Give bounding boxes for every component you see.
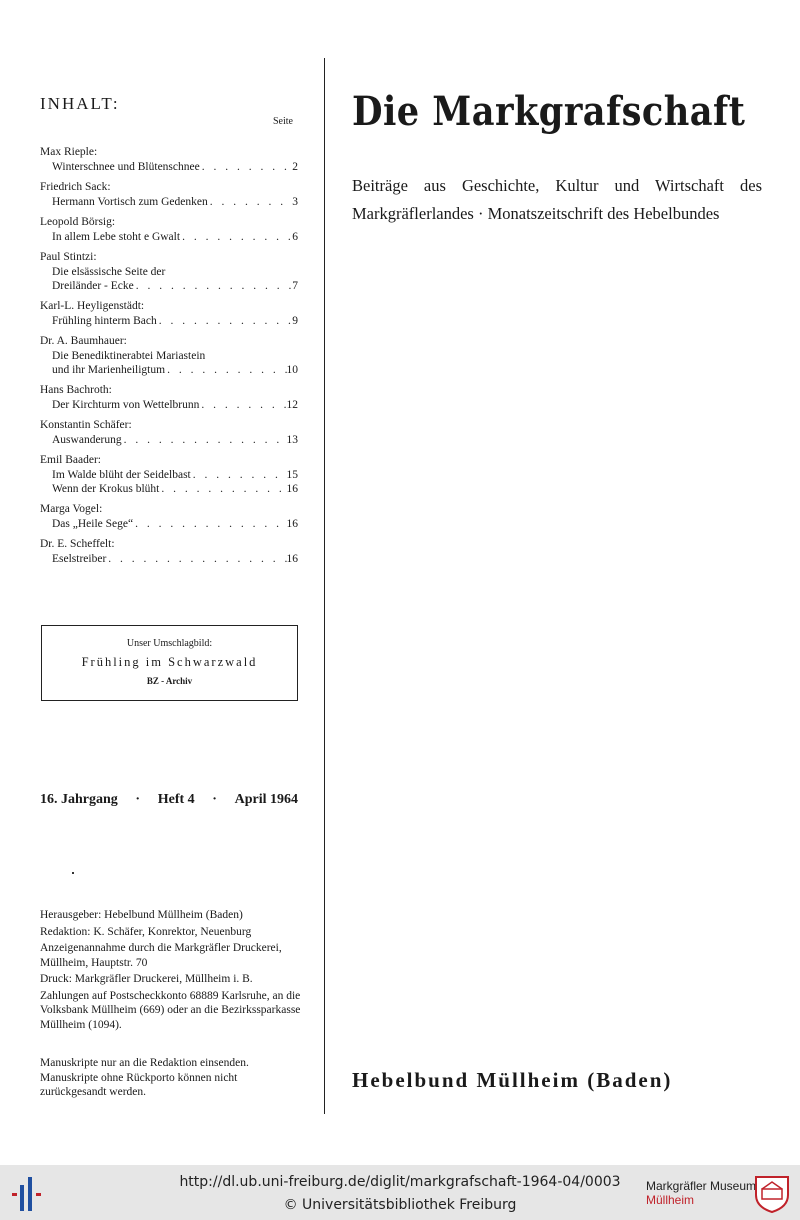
- toc-entry: [40, 334, 298, 377]
- cover-label: Unser Umschlagbild:: [126, 638, 213, 649]
- toc-leader-dots: [134, 279, 293, 293]
- toc-author: Friedrich Sack:: [40, 181, 111, 193]
- toc-leader-dots: [191, 468, 287, 482]
- publisher-name: Hebelbund Müllheim (Baden): [352, 1068, 673, 1092]
- imprint: [40, 908, 302, 1034]
- toc-leader-dots: [157, 314, 292, 328]
- toc-leader-dots: [122, 433, 287, 447]
- imprint-line: Herausgeber: Hebelbund Müllheim (Baden): [40, 909, 243, 921]
- toc-article-title: Wenn der Krokus blüht: [52, 483, 160, 495]
- toc-page-number: 16: [286, 483, 298, 495]
- imprint-line: Redaktion: K. Schäfer, Konrektor, Neuenburg: [40, 925, 252, 938]
- table-of-contents: [40, 145, 298, 572]
- toc-line: [40, 363, 298, 377]
- magazine-title: Die Markgrafschaft: [352, 88, 746, 135]
- toc-article-title: Auswanderung: [52, 434, 122, 446]
- manuscript-line: Manuskripte nur an die Redaktion einsenden.: [40, 1057, 249, 1069]
- toc-author: Leopold Börsig:: [40, 216, 116, 228]
- toc-author: Paul Stintzi:: [40, 251, 97, 263]
- museum-city: Müllheim: [646, 1193, 695, 1207]
- toc-line: [40, 230, 298, 244]
- toc-author: Marga Vogel:: [40, 503, 103, 515]
- cover-image-box: [41, 625, 298, 701]
- toc-article-title: Dreiländer - Ecke: [52, 280, 134, 292]
- toc-article-title: Im Walde blüht der Seidelbast: [52, 469, 191, 481]
- museum-crest-icon[interactable]: [750, 1171, 794, 1215]
- toc-leader-dots: [159, 482, 286, 496]
- toc-line: [40, 195, 298, 209]
- cover-title: Frühling im Schwarzwald: [81, 655, 258, 669]
- toc-line: [40, 468, 298, 482]
- toc-author: Hans Bachroth:: [40, 384, 112, 396]
- museum-label: [646, 1179, 756, 1207]
- toc-page-number: 16: [286, 518, 298, 530]
- toc-line: [40, 482, 298, 496]
- toc-line: [40, 279, 298, 293]
- toc-entry: [40, 502, 298, 531]
- toc-entry: [40, 418, 298, 447]
- toc-entry: [40, 383, 298, 412]
- toc-article-title: Die elsässische Seite der: [52, 266, 166, 278]
- toc-page-number: 7: [292, 280, 298, 292]
- toc-entry: [40, 537, 298, 566]
- toc-line: [40, 314, 298, 328]
- toc-leader-dots: [106, 552, 286, 566]
- toc-leader-dots: [199, 398, 286, 412]
- issue-date: April 1964: [234, 792, 298, 807]
- toc-article-title: Die Benediktinerabtei Mariastein: [52, 350, 206, 362]
- toc-leader-dots: [165, 363, 286, 377]
- toc-line: [40, 349, 298, 363]
- page-column-label: Seite: [273, 116, 293, 127]
- toc-line: [40, 160, 298, 174]
- toc-line: [40, 552, 298, 566]
- toc-author: Dr. E. Scheffelt:: [40, 538, 115, 550]
- column-divider: [324, 58, 325, 1114]
- toc-article-title: Winterschnee und Blütenschnee: [52, 161, 200, 173]
- viewer-footer: [0, 1165, 800, 1220]
- toc-line: [40, 517, 298, 531]
- issue-separator: ·: [135, 792, 141, 807]
- toc-entry: [40, 215, 298, 244]
- toc-article-title: Hermann Vortisch zum Gedenken: [52, 196, 208, 208]
- toc-article-title: Frühling hinterm Bach: [52, 315, 157, 327]
- imprint-line: Zahlungen auf Postscheckkonto 68889 Karlsruhe, an die Volksbank Müllheim (669) oder an die Bezirkssparkasse Müllheim (1094).: [40, 989, 301, 1031]
- toc-author: Dr. A. Baumhauer:: [40, 335, 127, 347]
- toc-page-number: 6: [292, 231, 298, 243]
- toc-entry: [40, 250, 298, 293]
- cover-credit: BZ - Archiv: [146, 676, 193, 686]
- toc-article-title: und ihr Marienheiligtum: [52, 364, 166, 376]
- toc-line: [40, 265, 298, 279]
- print-speck: [72, 872, 74, 874]
- toc-page-number: 10: [286, 364, 298, 376]
- toc-line: [40, 433, 298, 447]
- toc-entry: [40, 299, 298, 328]
- toc-leader-dots: [180, 230, 292, 244]
- issue-separator: ·: [212, 792, 217, 807]
- toc-entry: [40, 145, 298, 174]
- toc-line: [40, 398, 298, 412]
- toc-entry: [40, 453, 298, 496]
- document-url-link[interactable]: http://dl.ub.uni-freiburg.de/diglit/markgrafschaft-1964-04/0003: [179, 1174, 621, 1190]
- toc-page-number: 16: [286, 553, 298, 565]
- toc-page-number: 15: [286, 469, 298, 481]
- magazine-subtitle: Beiträge aus Geschichte, Kultur und Wirtschaft des Markgräflerlandes · Monatszeitschrift des Hebelbundes: [352, 176, 762, 223]
- toc-article-title: Der Kirchturm von Wettelbrunn: [52, 399, 200, 411]
- toc-leader-dots: [208, 195, 293, 209]
- toc-page-number: 3: [292, 196, 298, 208]
- toc-page-number: 12: [286, 399, 298, 411]
- manuscript-line: Manuskripte ohne Rückporto können nicht zurückgesandt werden.: [40, 1071, 238, 1098]
- toc-page-number: 2: [292, 161, 298, 173]
- toc-author: Karl-L. Heyligenstädt:: [40, 300, 145, 312]
- issue-info: [40, 792, 298, 808]
- toc-page-number: 13: [286, 434, 298, 446]
- toc-article-title: Das „Heile Sege“: [52, 518, 134, 530]
- imprint-line: Druck: Markgräfler Druckerei, Müllheim i. B.: [40, 973, 253, 985]
- imprint-line: Anzeigenannahme durch die Markgräfler Druckerei, Müllheim, Hauptstr. 70: [40, 942, 282, 969]
- toc-page-number: 9: [292, 315, 298, 327]
- contents-heading: INHALT:: [40, 94, 120, 113]
- toc-author: Konstantin Schäfer:: [40, 419, 132, 431]
- issue-year: 16. Jahrgang: [40, 792, 118, 807]
- toc-leader-dots: [133, 517, 286, 531]
- museum-name: Markgräfler Museum: [646, 1179, 757, 1193]
- issue-number: Heft 4: [157, 792, 195, 807]
- toc-article-title: Eselstreiber: [52, 553, 107, 565]
- toc-author: Emil Baader:: [40, 454, 101, 466]
- manuscript-notice: [40, 1056, 302, 1100]
- toc-article-title: In allem Lebe stoht e Gwalt: [52, 231, 181, 243]
- toc-entry: [40, 180, 298, 209]
- toc-author: Max Rieple:: [40, 146, 98, 158]
- toc-leader-dots: [200, 160, 293, 174]
- copyright-text: © Universitätsbibliothek Freiburg: [283, 1197, 517, 1213]
